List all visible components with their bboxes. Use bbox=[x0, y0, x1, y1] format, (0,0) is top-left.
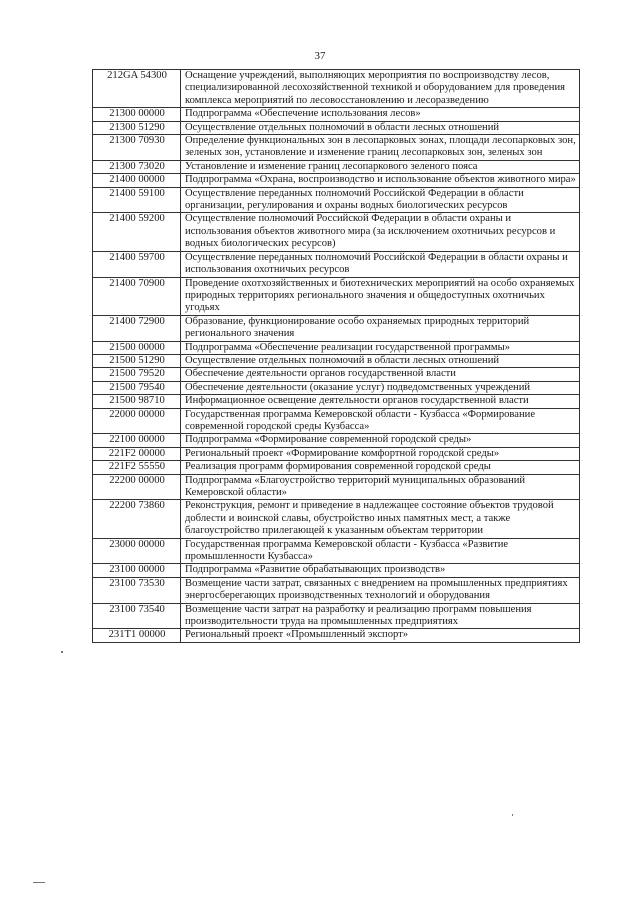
row-name: Государственная программа Кемеровской области - Кузбасса «Формирование современной городской среды Кузбасса» bbox=[181, 408, 580, 434]
table-row bbox=[93, 500, 580, 538]
table-row bbox=[93, 174, 580, 187]
row-name: Обеспечение деятельности (оказание услуг) подведомственных учреждений bbox=[181, 381, 580, 394]
table-row bbox=[93, 108, 580, 121]
row-code: 21400 59100 bbox=[93, 187, 181, 213]
table-row bbox=[93, 213, 580, 251]
row-name: Определение функциональных зон в лесопарковых зонах, площади лесопарковых зон, зеленых зон, установление и изменение границ лесопарковых зон, зеленых зон bbox=[181, 135, 580, 161]
row-code: 221F2 00000 bbox=[93, 447, 181, 460]
table-row bbox=[93, 461, 580, 474]
row-code: 22100 00000 bbox=[93, 434, 181, 447]
row-name: Возмещение части затрат на разработку и реализацию программ повышения производительности труда на промышленных предприятиях bbox=[181, 603, 580, 629]
table-row bbox=[93, 538, 580, 564]
table-row bbox=[93, 70, 580, 108]
row-code: 21400 59200 bbox=[93, 213, 181, 251]
row-name: Возмещение части затрат, связанных с внедрением на промышленных предприятиях энергосберегающих производственных технологий и оборудования bbox=[181, 577, 580, 603]
row-name: Проведение охотхозяйственных и биотехнических мероприятий на особо охраняемых природных территориях регионального значения и общедоступных охотничьих угодьях bbox=[181, 277, 580, 315]
scan-mark bbox=[33, 882, 45, 883]
row-name: Подпрограмма «Благоустройство территорий муниципальных образований Кемеровской области» bbox=[181, 474, 580, 500]
row-code: 21400 72900 bbox=[93, 315, 181, 341]
table-row bbox=[93, 474, 580, 500]
row-code: 21300 70930 bbox=[93, 135, 181, 161]
row-name: Информационное освещение деятельности органов государственной власти bbox=[181, 395, 580, 408]
row-name: Образование, функционирование особо охраняемых природных территорий регионального значения bbox=[181, 315, 580, 341]
row-code: 21500 00000 bbox=[93, 341, 181, 354]
row-name: Подпрограмма «Обеспечение реализации государственной программы» bbox=[181, 341, 580, 354]
table-row bbox=[93, 135, 580, 161]
row-name: Реконструкция, ремонт и приведение в надлежащее состояние объектов трудовой доблести и воинской славы, обустройство иных памятных мест, а также благоустройство прилегающей к указанным объектам территории bbox=[181, 500, 580, 538]
row-name: Установление и изменение границ лесопаркового зеленого пояса bbox=[181, 160, 580, 173]
row-code: 21500 51290 bbox=[93, 354, 181, 367]
table-row bbox=[93, 629, 580, 642]
row-name: Осуществление отдельных полномочий в области лесных отношений bbox=[181, 121, 580, 134]
row-code: 21300 51290 bbox=[93, 121, 181, 134]
table-body bbox=[93, 70, 580, 643]
row-name: Осуществление переданных полномочий Российской Федерации в области охраны и использования охотничьих ресурсов bbox=[181, 251, 580, 277]
table-row bbox=[93, 121, 580, 134]
table-row bbox=[93, 341, 580, 354]
row-code: 21500 98710 bbox=[93, 395, 181, 408]
row-code: 22200 73860 bbox=[93, 500, 181, 538]
row-code: 21300 73020 bbox=[93, 160, 181, 173]
table-row bbox=[93, 354, 580, 367]
budget-classification-table bbox=[92, 69, 580, 643]
row-name: Региональный проект «Промышленный экспорт» bbox=[181, 629, 580, 642]
row-code: 23000 00000 bbox=[93, 538, 181, 564]
row-code: 231T1 00000 bbox=[93, 629, 181, 642]
table-row bbox=[93, 447, 580, 460]
row-code: 22200 00000 bbox=[93, 474, 181, 500]
row-name: Подпрограмма «Формирование современной городской среды» bbox=[181, 434, 580, 447]
row-name: Региональный проект «Формирование комфортной городской среды» bbox=[181, 447, 580, 460]
table-row bbox=[93, 251, 580, 277]
table-row bbox=[93, 564, 580, 577]
row-name: Обеспечение деятельности органов государственной власти bbox=[181, 368, 580, 381]
row-code: 21400 00000 bbox=[93, 174, 181, 187]
row-name: Государственная программа Кемеровской области - Кузбасса «Развитие промышленности Кузбасса» bbox=[181, 538, 580, 564]
row-name: Подпрограмма «Развитие обрабатывающих производств» bbox=[181, 564, 580, 577]
row-code: 23100 00000 bbox=[93, 564, 181, 577]
row-name: Оснащение учреждений, выполняющих мероприятия по воспроизводству лесов, специализированной лесохозяйственной техникой и оборудованием для проведения комплекса мероприятий по лесовосстановлению и лесоразведению bbox=[181, 70, 580, 108]
row-code: 21300 00000 bbox=[93, 108, 181, 121]
row-name: Подпрограмма «Обеспечение использования лесов» bbox=[181, 108, 580, 121]
page-number: 37 bbox=[314, 50, 326, 62]
row-code: 212GA 54300 bbox=[93, 70, 181, 108]
table-row bbox=[93, 395, 580, 408]
table-row bbox=[93, 577, 580, 603]
scan-mark bbox=[61, 651, 63, 653]
table-row bbox=[93, 381, 580, 394]
table-row bbox=[93, 160, 580, 173]
row-name: Осуществление полномочий Российской Федерации в области охраны и использования объектов животного мира (за исключением охотничьих ресурсов и водных биологических ресурсов) bbox=[181, 213, 580, 251]
row-name: Осуществление переданных полномочий Российской Федерации в области организации, регулирования и охраны водных биологических ресурсов bbox=[181, 187, 580, 213]
table-row bbox=[93, 603, 580, 629]
table-row bbox=[93, 277, 580, 315]
row-code: 21400 70900 bbox=[93, 277, 181, 315]
row-code: 22000 00000 bbox=[93, 408, 181, 434]
row-code: 21500 79520 bbox=[93, 368, 181, 381]
row-name: Реализация программ формирования современной городской среды bbox=[181, 461, 580, 474]
table-row bbox=[93, 434, 580, 447]
table-row bbox=[93, 187, 580, 213]
table-row bbox=[93, 368, 580, 381]
row-code: 23100 73530 bbox=[93, 577, 181, 603]
row-code: 21500 79540 bbox=[93, 381, 181, 394]
table-row bbox=[93, 315, 580, 341]
row-code: 21400 59700 bbox=[93, 251, 181, 277]
row-name: Осуществление отдельных полномочий в области лесных отношений bbox=[181, 354, 580, 367]
table-row bbox=[93, 408, 580, 434]
scan-mark bbox=[512, 814, 513, 816]
row-code: 221F2 55550 bbox=[93, 461, 181, 474]
row-name: Подпрограмма «Охрана, воспроизводство и использование объектов животного мира» bbox=[181, 174, 580, 187]
row-code: 23100 73540 bbox=[93, 603, 181, 629]
